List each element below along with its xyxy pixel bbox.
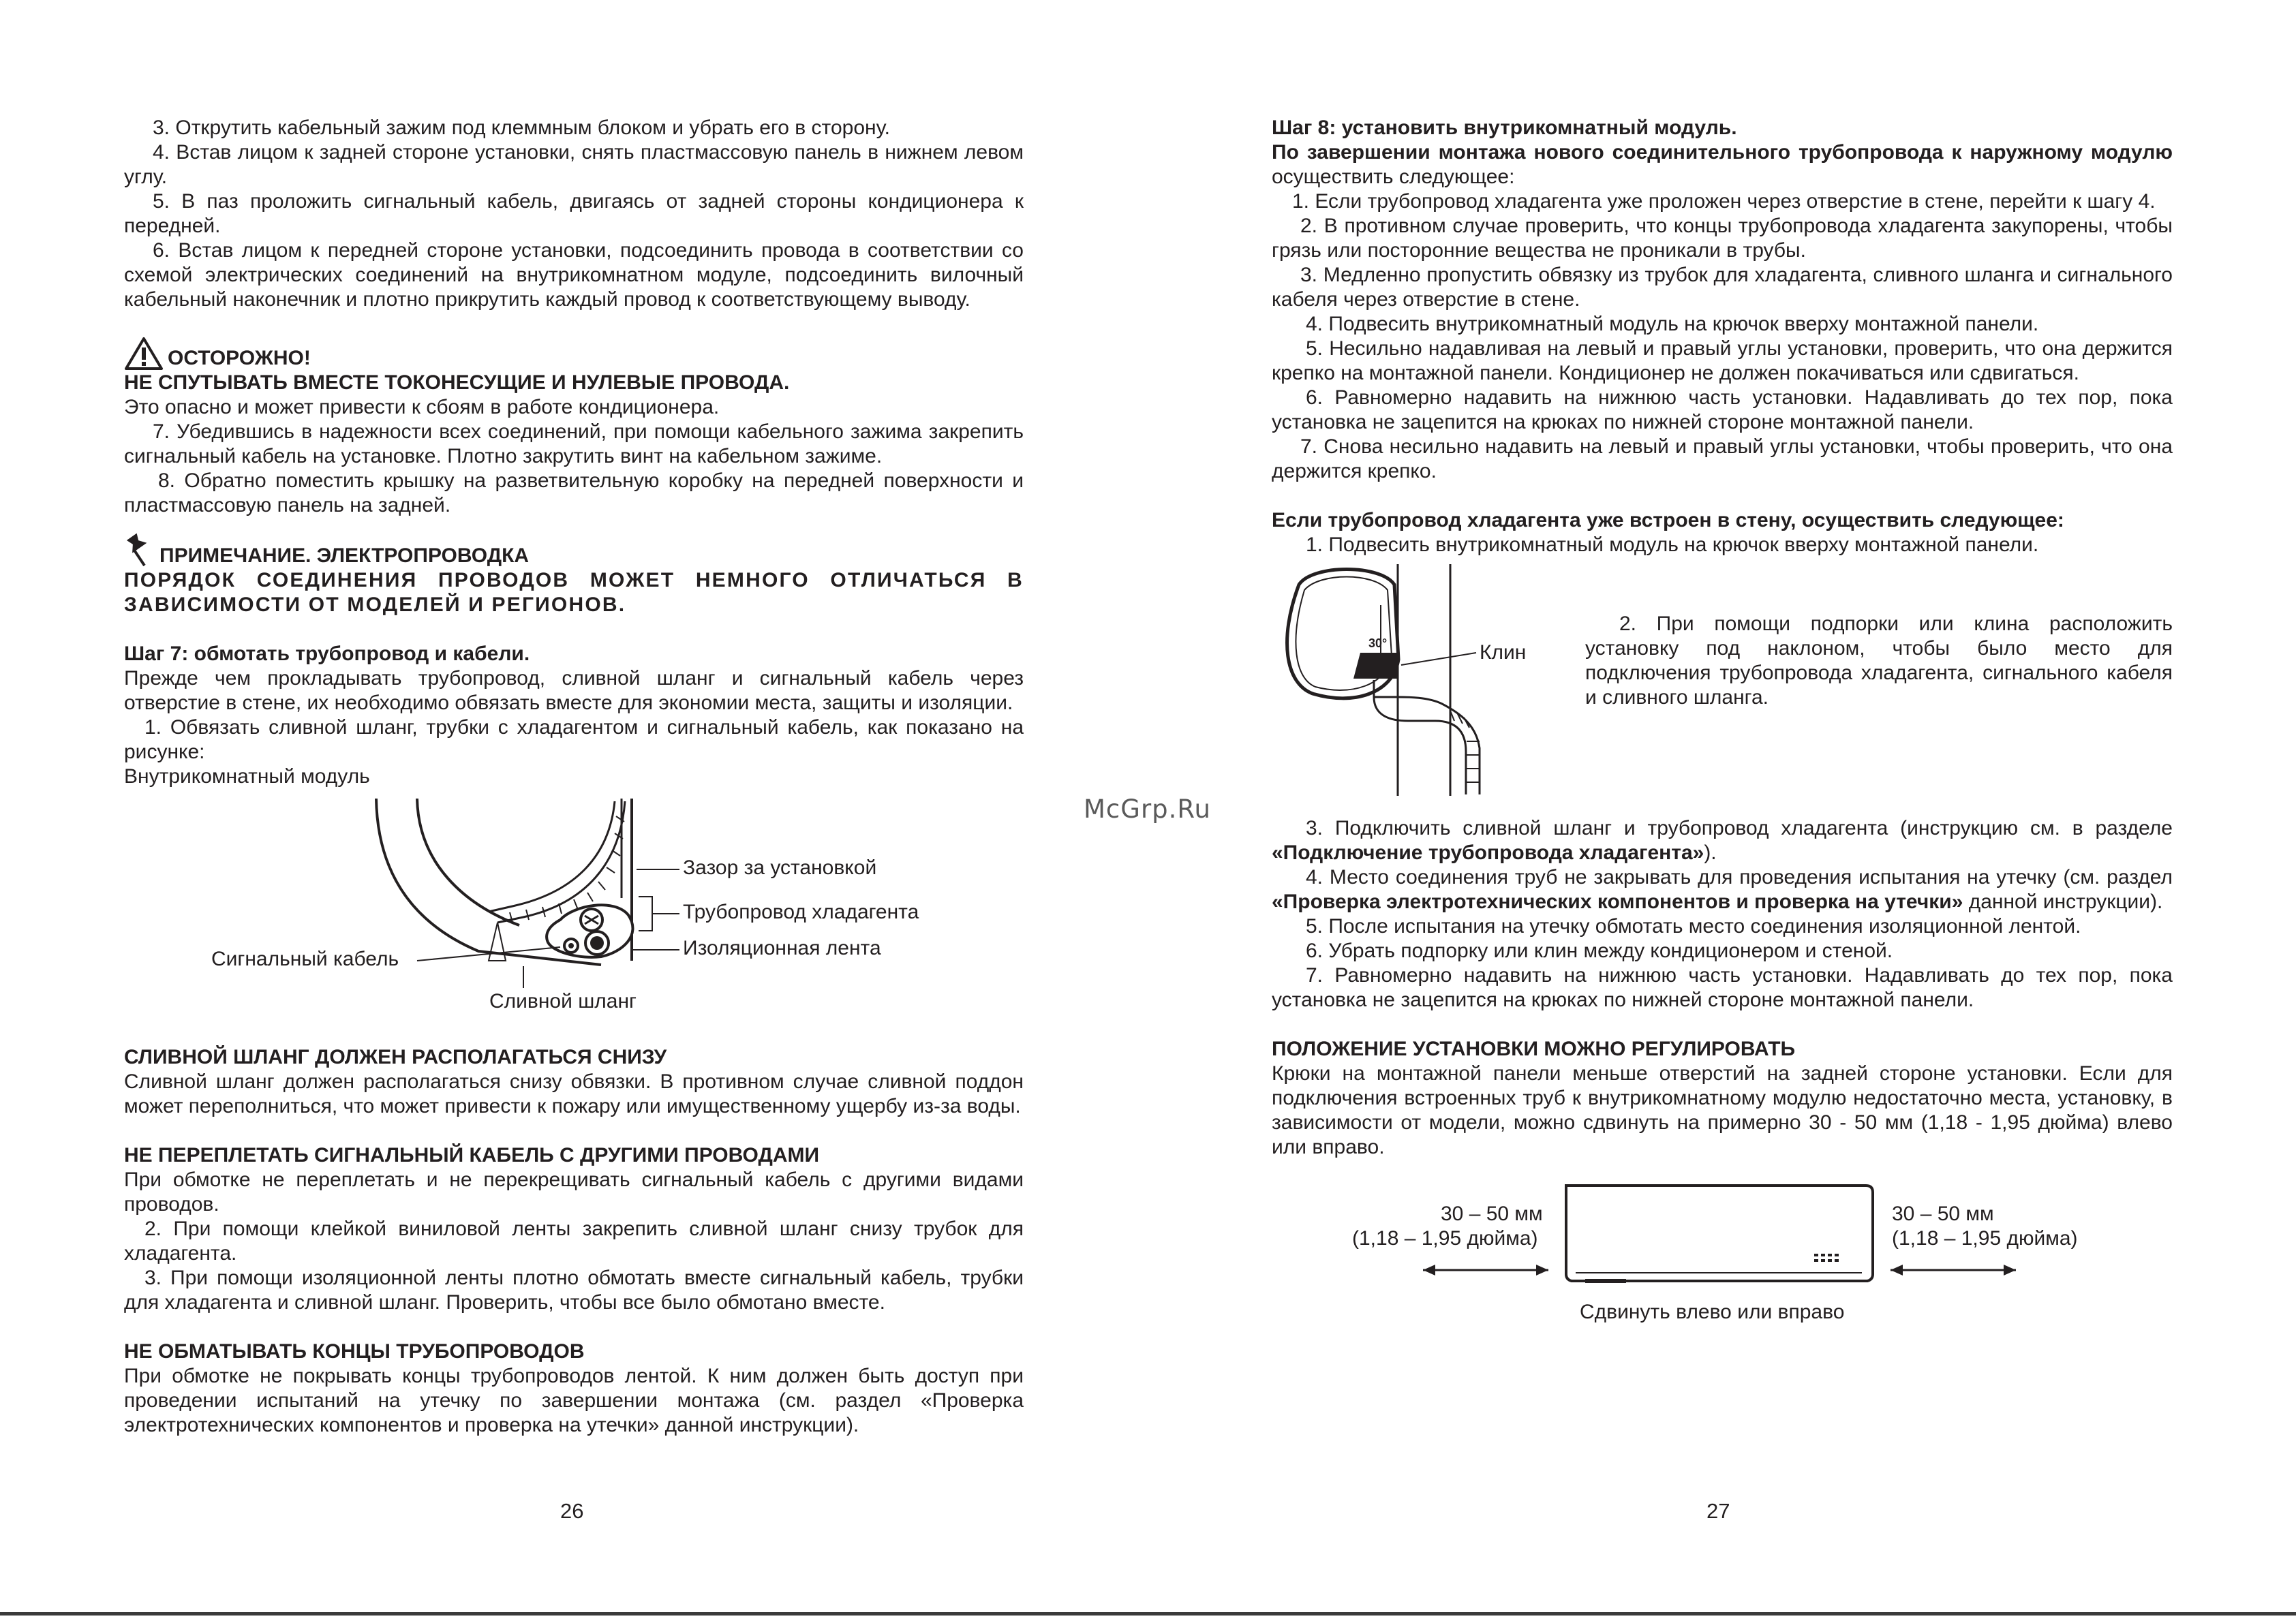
left-para-8: 8. Обратно поместить крышку на разветвительную коробку на передней поверхности и пластмассовую панель на задней. xyxy=(124,469,1024,516)
label-refrigerant-pipe: Трубопровод хладагента xyxy=(683,901,919,923)
step8-item-2: 2. В противном случае проверить, что концы трубопровода хладагента закупорены, чтобы грязь или посторонние вещества не проникали в трубы. xyxy=(1272,215,2173,262)
shift-drawing xyxy=(1272,1179,2173,1356)
left-para-7: 7. Убедившись в надежности всех соединений, при помощи кабельного зажима закрепить сигнальный кабель на установке. Плотно закрутить винт на кабельном зажиме. xyxy=(124,420,1024,467)
shift-caption: Сдвинуть влево или вправо xyxy=(1580,1301,1845,1323)
drain-heading: СЛИВНОЙ ШЛАНГ ДОЛЖЕН РАСПОЛАГАТЬСЯ СНИЗУ xyxy=(124,1046,667,1068)
warning-title: ОСТОРОЖНО! xyxy=(168,347,311,369)
step7-intro: Прежде чем прокладывать трубопровод, сливной шланг и сигнальный кабель через отверстие в стене, их необходимо обвязать вместе для экономии места, защиты и изоляции. xyxy=(124,667,1024,714)
step8-item-6: 6. Равномерно надавить на нижнюю часть установки. Надавливать до тех пор, пока установка не зацепится на крюках по нижней стороне монтажной панели. xyxy=(1272,386,2173,433)
step8-intro-bold: По завершении монтажа нового соединительного трубопровода к наружному модулю xyxy=(1272,141,2173,164)
label-insulation-tape: Изоляционная лента xyxy=(683,937,881,959)
ends-heading: НЕ ОБМАТЫВАТЬ КОНЦЫ ТРУБОПРОВОДОВ xyxy=(124,1340,585,1363)
position-heading: ПОЛОЖЕНИЕ УСТАНОВКИ МОЖНО РЕГУЛИРОВАТЬ xyxy=(1272,1038,1796,1060)
cable-heading: НЕ ПЕРЕПЛЕТАТЬ СИГНАЛЬНЫЙ КАБЕЛЬ С ДРУГИМИ ПРОВОДАМИ xyxy=(124,1144,820,1166)
warning-text: Это опасно и может привести к сбоям в работе кондиционера. xyxy=(124,396,720,418)
shift-left-mm: 30 – 50 мм xyxy=(1441,1203,1543,1225)
note-title-row xyxy=(124,533,1024,568)
step8-intro xyxy=(1272,140,2173,189)
builtin-item-4-end: данной инструкции). xyxy=(1963,891,2163,913)
left-para-3: 3. Открутить кабельный зажим под клеммным блоком и убрать его в сторону. xyxy=(153,117,890,139)
builtin-item-5: 5. После испытания на утечку обмотать место соединения изоляционной лентой. xyxy=(1306,915,2081,938)
warning-triangle-icon xyxy=(124,337,164,371)
bundle-figure xyxy=(124,789,1024,1021)
note-title: ПРИМЕЧАНИЕ. ЭЛЕКТРОПРОВОДКА xyxy=(159,544,530,567)
pushpin-icon xyxy=(124,533,155,568)
label-signal-cable: Сигнальный кабель xyxy=(211,948,399,970)
note-text: ПОРЯДОК СОЕДИНЕНИЯ ПРОВОДОВ МОЖЕТ НЕМНОГО ОТЛИЧАТЬСЯ В ЗАВИСИМОСТИ ОТ МОДЕЛЕЙ И РЕГИОНОВ. xyxy=(124,569,1024,616)
left-para-6: 6. Встав лицом к передней стороне установки, подсоединить провода в соответствии со схемой электрических соединений на внутрикомнатном модуле, подсоединить вилочный кабельный наконечник и плотно прикрутить каждый провод к соответствующему выводу. xyxy=(124,239,1024,311)
builtin-item-4 xyxy=(1272,865,2173,914)
warning-heading: НЕ СПУТЫВАТЬ ВМЕСТЕ ТОКОНЕСУЩИЕ И НУЛЕВЫЕ ПРОВОДА. xyxy=(124,371,790,394)
wedge-figure xyxy=(1272,557,2173,816)
step7-item-2: 2. При помощи клейкой виниловой ленты закрепить сливной шланг снизу трубок для хладагента. xyxy=(124,1218,1024,1265)
builtin-item-2: 2. При помощи подпорки или клина расположить установку под наклоном, чтобы было место для подключения трубопровода хладагента, сигнального кабеля и сливного шланга. xyxy=(1585,613,2173,709)
builtin-item-1: 1. Подвесить внутрикомнатный модуль на крючок вверху монтажной панели. xyxy=(1306,534,2039,556)
builtin-item-3-text: 3. Подключить сливной шланг и трубопровод хладагента (инструкцию см. в разделе xyxy=(1306,817,2173,839)
page-number-left: 26 xyxy=(560,1499,584,1523)
builtin-item-3-end: ). xyxy=(1704,841,1717,864)
figure-caption: Внутрикомнатный модуль xyxy=(124,765,370,788)
step8-title: Шаг 8: установить внутрикомнатный модуль. xyxy=(1272,117,1737,139)
cable-text: При обмотке не переплетать и не перекрещивать сигнальный кабель с другими видами проводов. xyxy=(124,1169,1024,1216)
wedge-label: Клин xyxy=(1480,641,1527,664)
drain-text: Сливной шланг должен располагаться снизу обвязки. В противном случае сливной поддон может переполниться, что может привести к пожару или имущественному ущербу из-за воды. xyxy=(124,1070,1024,1117)
ends-text: При обмотке не покрывать концы трубопроводов лентой. К ним должен быть доступ при проведении испытаний на утечку по завершении монтажа (см. раздел «Проверка электротехнических компонентов и проверка на утечки» данной инструкции). xyxy=(124,1365,1024,1436)
left-page xyxy=(124,116,1024,1438)
builtin-item-3-ref: «Подключение трубопровода хладагента» xyxy=(1272,841,1704,864)
builtin-item-4-ref: «Проверка электротехнических компонентов и проверка на утечки» xyxy=(1272,891,1963,913)
bottom-rule xyxy=(0,1612,2296,1616)
wedge-angle-text: 30° xyxy=(1368,636,1388,650)
wedge-drawing xyxy=(1272,557,1558,803)
step7-title: Шаг 7: обмотать трубопровод и кабели. xyxy=(124,643,530,665)
position-text: Крюки на монтажной панели меньше отверстий на задней стороне установки. Если для подключения встроенных труб к внутрикомнатному модулю недостаточно места, установку, в зависимости от модели, можно сдвинуть на примерно 30 - 50 мм (1,18 - 1,95 дюйма) влево или вправо. xyxy=(1272,1062,2173,1158)
builtin-item-6: 6. Убрать подпорку или клин между кондиционером и стеной. xyxy=(1306,940,1893,962)
label-gap: Зазор за установкой xyxy=(683,856,877,879)
builtin-heading: Если трубопровод хладагента уже встроен в стену, осуществить следующее: xyxy=(1272,509,2064,531)
step7-item-1: 1. Обвязать сливной шланг, трубки с хладагентом и сигнальный кабель, как показано на рисунке: xyxy=(124,716,1024,763)
right-page xyxy=(1272,116,2173,1356)
step8-item-1: 1. Если трубопровод хладагента уже проложен через отверстие в стене, перейти к шагу 4. xyxy=(1292,190,2156,213)
shift-right-mm: 30 – 50 мм xyxy=(1892,1203,1994,1225)
shift-figure xyxy=(1272,1179,2173,1356)
label-drain-hose: Сливной шланг xyxy=(489,990,637,1013)
left-para-4: 4. Встав лицом к задней стороне установки, снять пластмассовую панель в нижнем левом углу. xyxy=(124,141,1024,188)
step8-item-4: 4. Подвесить внутрикомнатный модуль на крючок вверху монтажной панели. xyxy=(1306,313,2039,335)
builtin-item-4-text: 4. Место соединения труб не закрывать для проведения испытания на утечку (см. раздел xyxy=(1306,866,2173,888)
shift-left-in: (1,18 – 1,95 дюйма) xyxy=(1352,1227,1538,1250)
watermark: McGrp.Ru xyxy=(1084,794,1211,824)
step8-item-5: 5. Несильно надавливая на левый и правый углы установки, проверить, что она держится крепко на монтажной панели. Кондиционер не должен покачиваться или сдвигаться. xyxy=(1272,337,2173,384)
builtin-item-3 xyxy=(1272,816,2173,865)
step8-intro-rest: осуществить следующее: xyxy=(1272,166,1515,188)
step8-item-3: 3. Медленно пропустить обвязку из трубок для хладагента, сливного шланга и сигнального кабеля через отверстие в стене. xyxy=(1272,264,2173,311)
page-number-right: 27 xyxy=(1706,1499,1730,1523)
warning-title-row xyxy=(124,337,1024,371)
step7-item-3: 3. При помощи изоляционной ленты плотно обмотать вместе сигнальный кабель, трубки для хладагента и сливной шланг. Проверить, чтобы все было обмотано вместе. xyxy=(124,1267,1024,1314)
builtin-item-7: 7. Равномерно надавить на нижнюю часть установки. Надавливать до тех пор, пока установка не зацепится на крюках по нижней стороне монтажной панели. xyxy=(1272,964,2173,1011)
left-para-5: 5. В паз проложить сигнальный кабель, двигаясь от задней стороны кондиционера к передней. xyxy=(124,190,1024,237)
step8-item-7: 7. Снова несильно надавить на левый и правый углы установки, чтобы проверить, что она держится крепко. xyxy=(1272,435,2173,482)
shift-right-in: (1,18 – 1,95 дюйма) xyxy=(1892,1227,2078,1250)
